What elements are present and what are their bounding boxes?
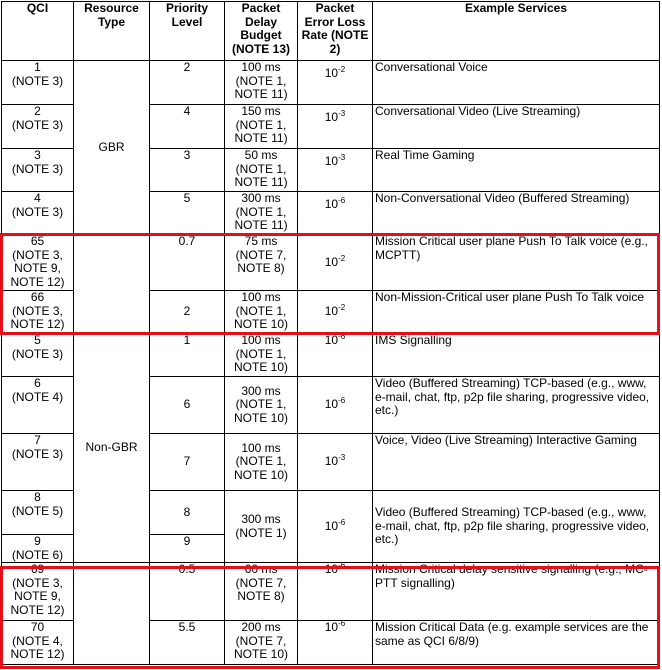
per-cell: $10^{-3}$ xyxy=(298,149,373,192)
services-cell: Non-Mission-Critical user plane Push To Talk voice xyxy=(373,291,660,334)
services-cell: Conversational Video (Live Streaming) xyxy=(373,105,660,149)
services-cell: Mission Critical user plane Push To Talk voice (e.g., MCPTT) xyxy=(373,235,660,291)
per-cell: $10^{-6}$ xyxy=(298,621,373,665)
qci-cell: 69 (NOTE 3, NOTE 9, NOTE 12) xyxy=(2,563,74,621)
delay-cell: 50 ms (NOTE 1, NOTE 11) xyxy=(225,149,298,192)
services-cell: Non-Conversational Video (Buffered Streaming) xyxy=(373,192,660,235)
priority-cell: 7 xyxy=(150,434,225,491)
header-priority-level: Priority Level xyxy=(150,2,225,61)
resource-type-empty xyxy=(74,235,150,334)
priority-cell: 5.5 xyxy=(150,621,225,665)
header-row xyxy=(2,2,660,61)
delay-cell: 300 ms (NOTE 1) xyxy=(225,491,298,563)
table-row xyxy=(2,334,660,377)
delay-cell: 75 ms (NOTE 7, NOTE 8) xyxy=(225,235,298,291)
delay-cell: 100 ms (NOTE 1, NOTE 10) xyxy=(225,291,298,334)
services-cell: Mission Critical Data (e.g. example services are the same as QCI 6/8/9) xyxy=(373,621,660,665)
qci-cell: 1 (NOTE 3) xyxy=(2,61,74,105)
header-resource-type: Resource Type xyxy=(74,2,150,61)
priority-cell: 9 xyxy=(150,535,225,563)
header-example-services: Example Services xyxy=(373,2,660,61)
priority-cell: 2 xyxy=(150,61,225,105)
priority-cell: 0.7 xyxy=(150,235,225,291)
qci-cell: 70 (NOTE 4, NOTE 12) xyxy=(2,621,74,665)
per-cell: $10^{-2}$ xyxy=(298,61,373,105)
qci-cell: 7 (NOTE 3) xyxy=(2,434,74,491)
qci-cell: 9 (NOTE 6) xyxy=(2,535,74,563)
services-cell: Video (Buffered Streaming) TCP-based (e.g., www, e-mail, chat, ftp, p2p file sharing, progressive video, etc.) xyxy=(373,377,660,434)
delay-cell: 300 ms (NOTE 1, NOTE 11) xyxy=(225,192,298,235)
delay-cell: 200 ms (NOTE 7, NOTE 10) xyxy=(225,621,298,665)
priority-cell: 3 xyxy=(150,149,225,192)
qci-cell: 66 (NOTE 3, NOTE 12) xyxy=(2,291,74,334)
qci-cell: 5 (NOTE 3) xyxy=(2,334,74,377)
delay-cell: 100 ms (NOTE 1, NOTE 11) xyxy=(225,61,298,105)
table-row xyxy=(2,563,660,621)
header-error-loss-rate: Packet Error Loss Rate (NOTE 2) xyxy=(298,2,373,61)
priority-cell: 8 xyxy=(150,491,225,535)
table-row xyxy=(2,235,660,291)
priority-cell: 2 xyxy=(150,291,225,334)
services-cell: Mission Critical delay sensitive signalling (e.g., MC-PTT signalling) xyxy=(373,563,660,621)
per-cell: $10^{-6}$ xyxy=(298,563,373,621)
priority-cell: 5 xyxy=(150,192,225,235)
qci-cell: 8 (NOTE 5) xyxy=(2,491,74,535)
priority-cell: 6 xyxy=(150,377,225,434)
qci-cell: 65 (NOTE 3, NOTE 9, NOTE 12) xyxy=(2,235,74,291)
services-cell: Video (Buffered Streaming) TCP-based (e.g., www, e-mail, chat, ftp, p2p file sharing, progressive video, etc.) xyxy=(373,491,660,563)
per-cell: $10^{-2}$ xyxy=(298,235,373,291)
per-cell: $10^{-6}$ xyxy=(298,491,373,563)
services-cell: IMS Signalling xyxy=(373,334,660,377)
services-cell: Real Time Gaming xyxy=(373,149,660,192)
qci-cell: 4 (NOTE 3) xyxy=(2,192,74,235)
delay-cell: 150 ms (NOTE 1, NOTE 11) xyxy=(225,105,298,149)
priority-cell: 1 xyxy=(150,334,225,377)
per-cell: $10^{-6}$ xyxy=(298,192,373,235)
qci-cell: 3 (NOTE 3) xyxy=(2,149,74,192)
per-cell: $10^{-6}$ xyxy=(298,334,373,377)
per-cell: $10^{-6}$ xyxy=(298,377,373,434)
table-row xyxy=(2,61,660,105)
per-cell: $10^{-3}$ xyxy=(298,105,373,149)
header-delay-budget: Packet Delay Budget (NOTE 13) xyxy=(225,2,298,61)
services-cell: Conversational Voice xyxy=(373,61,660,105)
delay-cell: 300 ms (NOTE 1, NOTE 10) xyxy=(225,377,298,434)
resource-type-empty xyxy=(74,563,150,665)
delay-cell: 100 ms (NOTE 1, NOTE 10) xyxy=(225,434,298,491)
qci-cell: 6 (NOTE 4) xyxy=(2,377,74,434)
services-cell: Voice, Video (Live Streaming) Interactive Gaming xyxy=(373,434,660,491)
header-qci: QCI xyxy=(2,2,74,61)
priority-cell: 4 xyxy=(150,105,225,149)
qci-table xyxy=(1,1,660,665)
resource-type-non-gbr: Non-GBR xyxy=(74,334,150,563)
resource-type-gbr: GBR xyxy=(74,61,150,235)
delay-cell: 100 ms (NOTE 1, NOTE 10) xyxy=(225,334,298,377)
per-cell: $10^{-2}$ xyxy=(298,291,373,334)
priority-cell: 0.5 xyxy=(150,563,225,621)
delay-cell: 60 ms (NOTE 7, NOTE 8) xyxy=(225,563,298,621)
per-cell: $10^{-3}$ xyxy=(298,434,373,491)
qci-cell: 2 (NOTE 3) xyxy=(2,105,74,149)
